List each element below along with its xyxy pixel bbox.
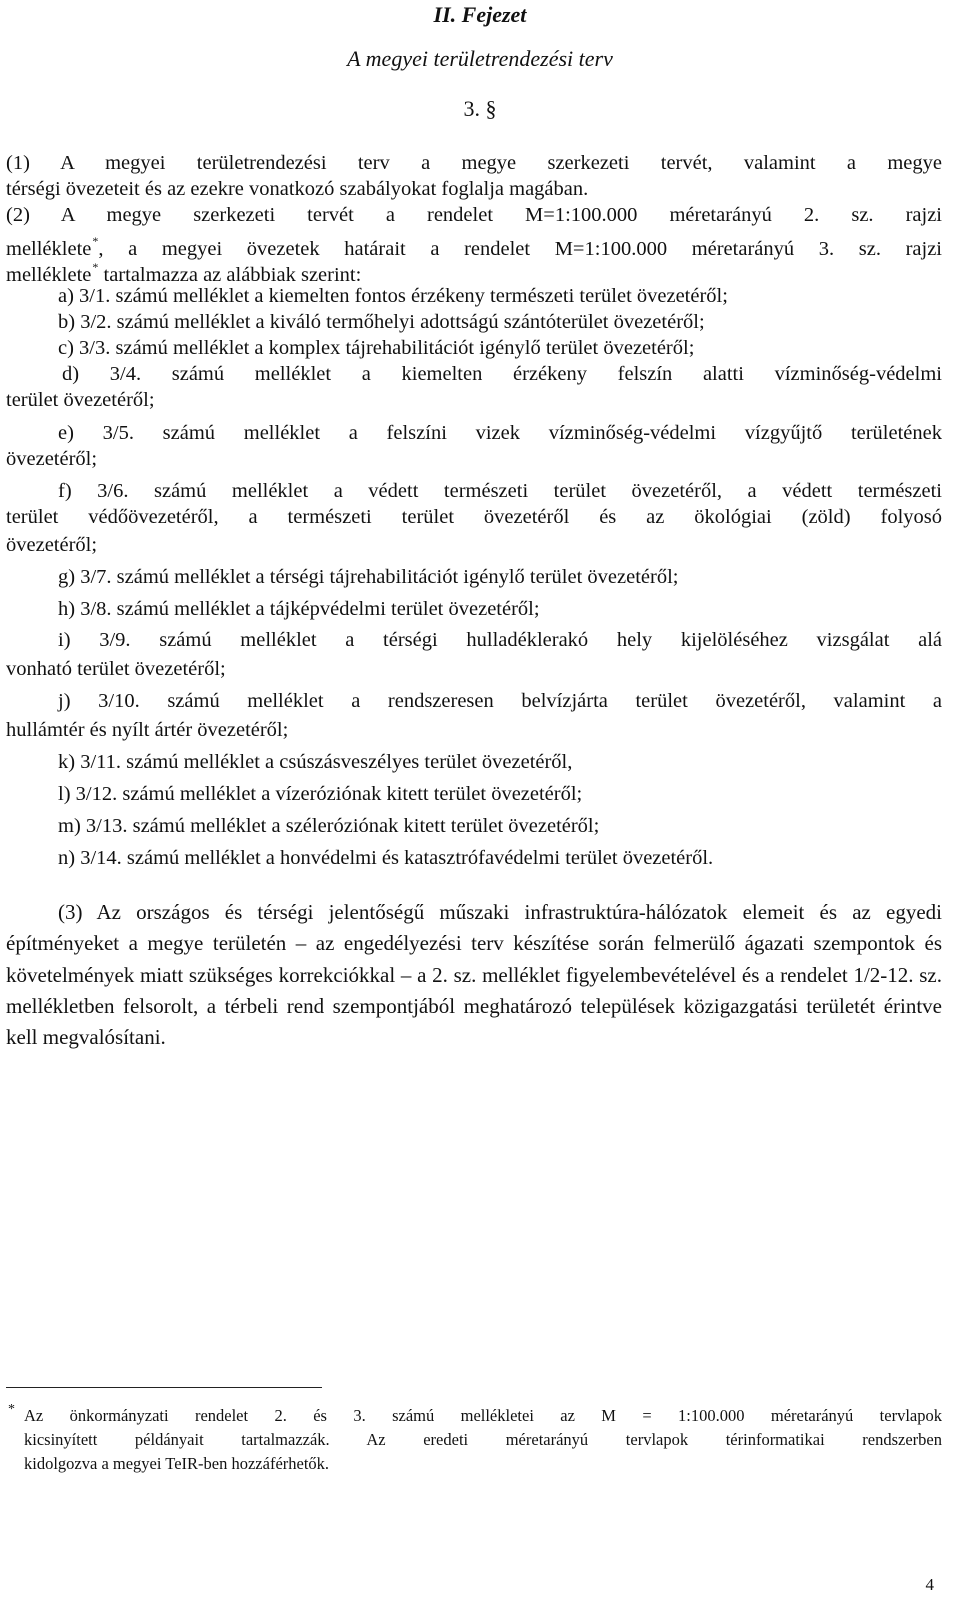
list-item-c: c) 3/3. számú melléklet a komplex tájrehabilitációt igénylő terület övezetéről; [58,337,695,359]
footnote-divider [6,1387,322,1388]
para2-line3-start: melléklete [6,264,92,286]
footnote-line3: kidolgozva a megyei TeIR-ben hozzáférhetők. [24,1454,330,1473]
list-item-k: k) 3/11. számú melléklet a csúszásveszélyes terület övezetéről, [58,751,573,773]
para2-line3-rest: tartalmazza az alábbiak szerint: [98,264,362,286]
para2-line2-start: melléklete [6,238,92,260]
para3: (3) Az országos és térségi jelentőségű műszaki infrastruktúra-hálózatok elemeit és az egyedi építményeket a megye területén – az engedélyezési terv készítése során felmerülő ágazati szempontok és követelmények miatt szükséges korrekciókkal – a 2. sz. melléklet figyelembevételével és a rendelet 1/2-12. sz. mellékletben felsorolt, a térbeli rend szempontjából meghatározó települések közigazgatási területét érintve kell megvalósítani. [6,900,942,1050]
list-item-e-line1: e) 3/5. számú melléklet a felszíni vizek vízminőség-védelmi vízgyűjtő területének [58,422,942,444]
footnote-line2: kicsinyített példányait tartalmazzák. Az eredeti méretarányú tervlapok térinformatikai rendszerben [24,1430,942,1449]
page-number: 4 [925,1575,934,1594]
list-item-j-line2: hullámtér és nyílt ártér övezetéről; [6,719,289,741]
list-item-e-line2: övezetéről; [6,448,98,470]
list-item-d-line1: d) 3/4. számú melléklet a kiemelten érzékeny felszín alatti vízminőség-védelmi [62,363,942,385]
list-item-l: l) 3/12. számú melléklet a vízeróziónak kitett terület övezetéről; [58,783,583,805]
footnote-line1: Az önkormányzati rendelet 2. és 3. számú mellékletei az M = 1:100.000 méretarányú tervlapok [24,1406,942,1425]
list-item-f-line2: terület védőövezetéről, a természeti terület övezetéről és az ökológiai (zöld) folyosó [6,506,942,528]
list-item-f-line3: övezetéről; [6,534,98,556]
list-item-n: n) 3/14. számú melléklet a honvédelmi és katasztrófavédelmi terület övezetéről. [58,847,714,869]
list-item-i-line1: i) 3/9. számú melléklet a térségi hulladéklerakó hely kijelöléséhez vizsgálat alá [58,629,942,651]
footnote-ref-star: * [92,234,99,248]
para1-line1: (1) A megyei területrendezési terv a megye szerkezeti tervét, valamint a megye [6,152,942,174]
chapter-title: A megyei területrendezési terv [347,46,613,71]
list-item-g: g) 3/7. számú melléklet a térségi tájrehabilitációt igénylő terület övezetéről; [58,566,679,588]
chapter-heading: II. Fejezet [433,2,527,27]
section-number: 3. § [463,96,497,121]
para2-line2-rest: , a megyei övezetek határait a rendelet M=1:100.000 méretarányú 3. sz. rajzi [98,238,942,260]
para1-line2: térségi övezeteit és az ezekre vonatkozó szabályokat foglalja magában. [6,178,589,200]
list-item-i-line2: vonható terület övezetéről; [6,658,226,680]
para2-line1: (2) A megye szerkezeti tervét a rendelet M=1:100.000 méretarányú 2. sz. rajzi [6,204,942,226]
list-item-b: b) 3/2. számú melléklet a kiváló termőhelyi adottságú szántóterület övezetéről; [58,311,705,333]
list-item-f-line1: f) 3/6. számú melléklet a védett természeti terület övezetéről, a védett természeti [58,480,942,502]
list-item-d-line2: terület övezetéről; [6,389,155,411]
footnote-ref-star: * [92,260,99,274]
footnote-mark: * [8,1402,15,1417]
list-item-j-line1: j) 3/10. számú melléklet a rendszeresen belvízjárta terület övezetéről, valamint a [58,690,942,712]
list-item-a: a) 3/1. számú melléklet a kiemelten fontos érzékeny természeti terület övezetéről; [58,285,728,307]
list-item-h: h) 3/8. számú melléklet a tájképvédelmi terület övezetéről; [58,598,540,620]
list-item-m: m) 3/13. számú melléklet a széleróziónak kitett terület övezetéről; [58,815,600,837]
